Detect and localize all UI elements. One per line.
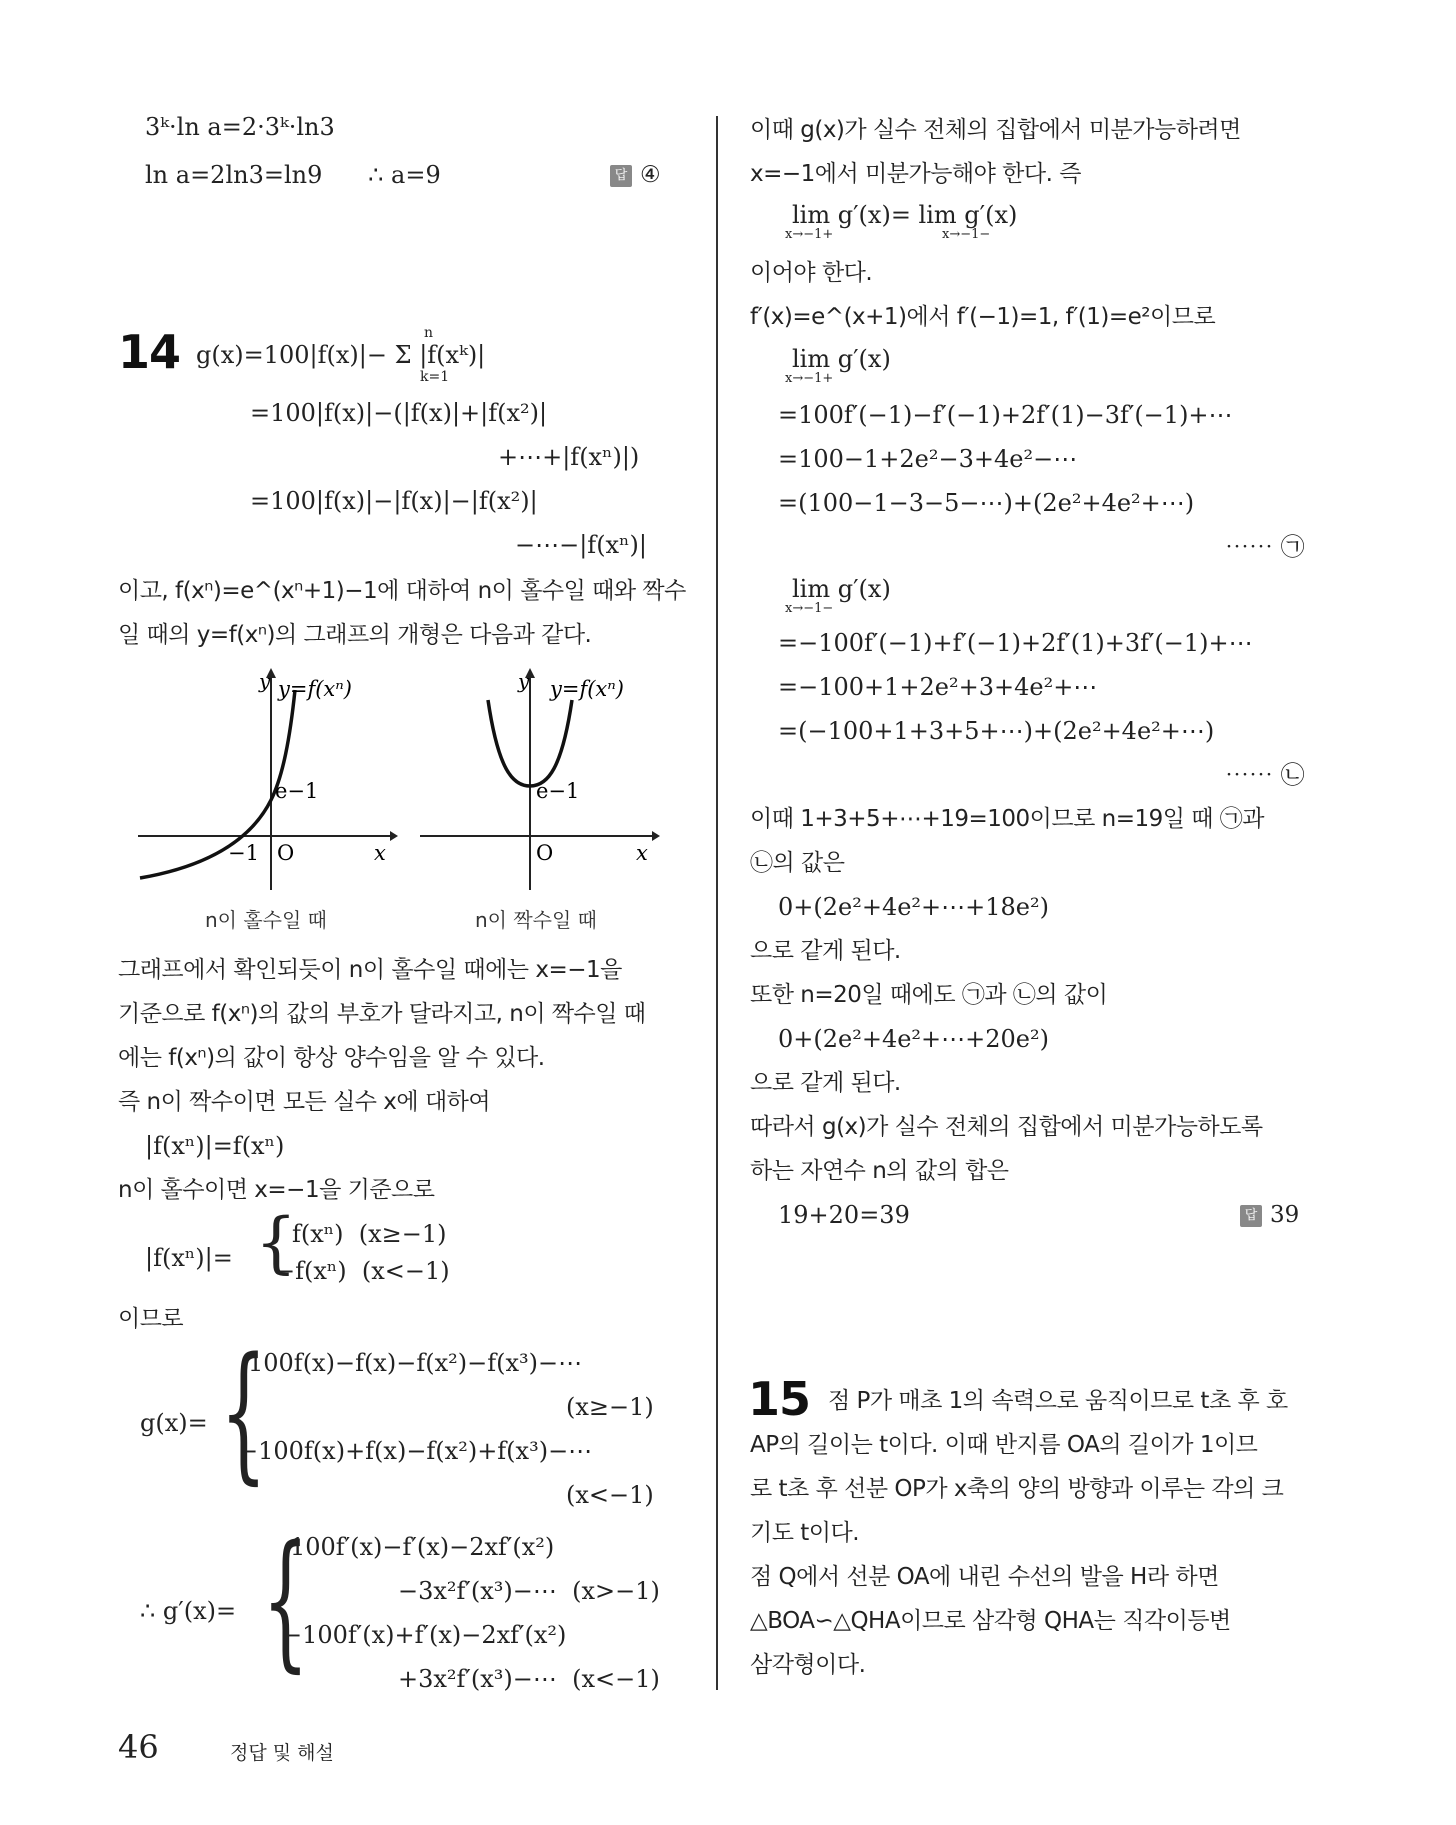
- case-line: −f(xⁿ) (x<−1): [275, 1257, 450, 1285]
- curve-label: y=f(xⁿ): [550, 677, 624, 701]
- case-line: −3x²f′(x³)−⋯ (x>−1): [398, 1577, 660, 1605]
- equation-line: 0+(2e²+4e²+⋯+18e²): [778, 893, 1049, 921]
- answer-row: [610, 162, 661, 188]
- equation-tag: ⋯⋯ ㉡: [1225, 761, 1305, 789]
- y-label: y: [259, 669, 271, 693]
- paragraph-line: 이므로: [118, 1306, 184, 1332]
- paragraph-line: 삼각형이다.: [750, 1652, 866, 1678]
- paragraph-line: n이 홀수이면 x=−1을 기준으로: [118, 1177, 435, 1203]
- origin-label: O: [536, 841, 554, 865]
- equation-tag: ⋯⋯ ㉠: [1225, 533, 1305, 561]
- paragraph-line: 또한 n=20일 때에도 ㉠과 ㉡의 값이: [750, 982, 1108, 1008]
- equation-line: =100|f(x)|−(|f(x)|+|f(x²)|: [250, 399, 548, 427]
- limit-sub: x→−1+: [785, 371, 834, 386]
- sum-upper: n: [424, 325, 434, 341]
- origin-label: O: [277, 841, 295, 865]
- equation-lhs: g(x)=: [140, 1409, 208, 1437]
- paragraph-line: 따라서 g(x)가 실수 전체의 집합에서 미분가능하도록: [750, 1114, 1263, 1140]
- x-label: x: [374, 841, 386, 865]
- paragraph-line: 기도 t이다.: [750, 1520, 860, 1546]
- paragraph-line: x=−1에서 미분가능해야 한다. 즉: [750, 161, 1081, 187]
- graph-even: [410, 668, 660, 898]
- equation-line: =100f′(−1)−f′(−1)+2f′(1)−3f′(−1)+⋯: [778, 401, 1233, 429]
- case-line: (x<−1): [566, 1481, 654, 1509]
- column-divider: [716, 116, 718, 1690]
- x-intercept-label: −1: [228, 841, 259, 865]
- case-line: +3x²f′(x³)−⋯ (x<−1): [398, 1665, 660, 1693]
- case-line: f(xⁿ) (x≥−1): [292, 1220, 447, 1248]
- equation-lhs: ∴ g′(x)=: [140, 1597, 237, 1625]
- problem-number: 14: [118, 325, 181, 379]
- equation-line: =−100f′(−1)+f′(−1)+2f′(1)+3f′(−1)+⋯: [778, 629, 1253, 657]
- equation-line: g(x)=100|f(x)|− Σ |f(xᵏ)|: [196, 341, 486, 369]
- paragraph-line: 기준으로 f(xⁿ)의 값의 부호가 달라지고, n이 짝수일 때: [118, 1001, 646, 1027]
- paragraph-line: 에는 f(xⁿ)의 값이 항상 양수임을 알 수 있다.: [118, 1045, 545, 1071]
- limit-sub: x→−1+: [785, 227, 834, 242]
- paragraph-line: 이어야 한다.: [750, 260, 873, 286]
- answer-value: 39: [1270, 1202, 1300, 1228]
- paragraph-line: 으로 같게 된다.: [750, 938, 901, 964]
- equation-line: 19+20=39: [778, 1201, 910, 1229]
- x-label: x: [636, 841, 648, 865]
- equation-line: =100|f(x)|−|f(x)|−|f(x²)|: [250, 487, 538, 515]
- paragraph-line: f′(x)=e^(x+1)에서 f′(−1)=1, f′(1)=e²이므로: [750, 304, 1216, 330]
- case-line: −100f(x)+f(x)−f(x²)+f(x³)−⋯: [238, 1437, 593, 1465]
- paragraph-line: 이때 g(x)가 실수 전체의 집합에서 미분가능하려면: [750, 117, 1241, 143]
- page-number: 46: [118, 1728, 159, 1766]
- paragraph-line: 일 때의 y=f(xⁿ)의 그래프의 개형은 다음과 같다.: [118, 622, 592, 648]
- limit-sub: x→−1−: [942, 227, 991, 242]
- equation-line: lim g′(x): [792, 575, 891, 603]
- equation-line: −⋯−|f(xⁿ)|: [515, 531, 647, 559]
- curve-label: y=f(xⁿ): [278, 677, 352, 701]
- paragraph-line: 이고, f(xⁿ)=e^(xⁿ+1)−1에 대하여 n이 홀수일 때와 짝수: [118, 578, 686, 604]
- paragraph-line: 하는 자연수 n의 값의 합은: [750, 1158, 1009, 1184]
- equation-line: =100−1+2e²−3+4e²−⋯: [778, 445, 1078, 473]
- paragraph-line: ㉡의 값은: [750, 850, 845, 876]
- graph-caption: n이 짝수일 때: [475, 908, 597, 932]
- equation-line: =(100−1−3−5−⋯)+(2e²+4e²+⋯): [778, 489, 1195, 517]
- paragraph-line: 즉 n이 짝수이면 모든 실수 x에 대하여: [118, 1089, 491, 1115]
- equation-line: lim g′(x)= lim g′(x): [792, 201, 1018, 229]
- graph-odd: [128, 668, 398, 898]
- equation-line: =−100+1+2e²+3+4e²+⋯: [778, 673, 1098, 701]
- case-line: (x≥−1): [566, 1393, 654, 1421]
- brace: {: [262, 1514, 310, 1686]
- paragraph-line: 점 P가 매초 1의 속력으로 움직이므로 t초 후 호: [828, 1388, 1288, 1414]
- paragraph-line: AP의 길이는 t이다. 이때 반지름 OA의 길이가 1이므: [750, 1432, 1258, 1458]
- case-line: 100f(x)−f(x)−f(x²)−f(x³)−⋯: [248, 1349, 583, 1377]
- graph-caption: n이 홀수일 때: [205, 908, 327, 932]
- answer-row: [1240, 1202, 1299, 1228]
- equation-line: 3ᵏ·ln a=2·3ᵏ·ln3: [145, 113, 335, 141]
- equation-line: =(−100+1+3+5+⋯)+(2e²+4e²+⋯): [778, 717, 1215, 745]
- case-line: −100f′(x)+f′(x)−2xf′(x²): [282, 1621, 567, 1649]
- answer-badge: 답: [1240, 1205, 1262, 1227]
- intercept-label: e−1: [275, 779, 319, 803]
- paragraph-line: △BOA∽△QHA이므로 삼각형 QHA는 직각이등변: [750, 1608, 1231, 1634]
- answer-value: ④: [640, 162, 661, 188]
- problem-number: 15: [748, 1372, 811, 1426]
- equation-line: lim g′(x): [792, 345, 891, 373]
- paragraph-line: 로 t초 후 선분 OP가 x축의 양의 방향과 이루는 각의 크: [750, 1476, 1284, 1502]
- equation-line: ln a=2ln3=ln9 ∴ a=9: [145, 161, 441, 189]
- paragraph-line: 이때 1+3+5+⋯+19=100이므로 n=19일 때 ㉠과: [750, 806, 1265, 832]
- paragraph-line: 으로 같게 된다.: [750, 1070, 901, 1096]
- y-label: y: [518, 669, 530, 693]
- limit-sub: x→−1−: [785, 601, 834, 616]
- equation-line: +⋯+|f(xⁿ)|): [498, 443, 640, 471]
- paragraph-line: 그래프에서 확인되듯이 n이 홀수일 때에는 x=−1을: [118, 957, 622, 983]
- equation-lhs: |f(xⁿ)|=: [145, 1244, 233, 1272]
- paragraph-line: 점 Q에서 선분 OA에 내린 수선의 발을 H라 하면: [750, 1564, 1219, 1590]
- case-line: 100f′(x)−f′(x)−2xf′(x²): [290, 1533, 555, 1561]
- intercept-label: e−1: [536, 779, 580, 803]
- brace: {: [220, 1326, 268, 1498]
- brace: {: [255, 1204, 297, 1281]
- sum-lower: k=1: [420, 369, 450, 385]
- answer-badge: 답: [610, 165, 632, 187]
- equation-line: 0+(2e²+4e²+⋯+20e²): [778, 1025, 1049, 1053]
- footer-label: 정답 및 해설: [230, 1742, 334, 1764]
- equation-line: |f(xⁿ)|=f(xⁿ): [145, 1132, 285, 1160]
